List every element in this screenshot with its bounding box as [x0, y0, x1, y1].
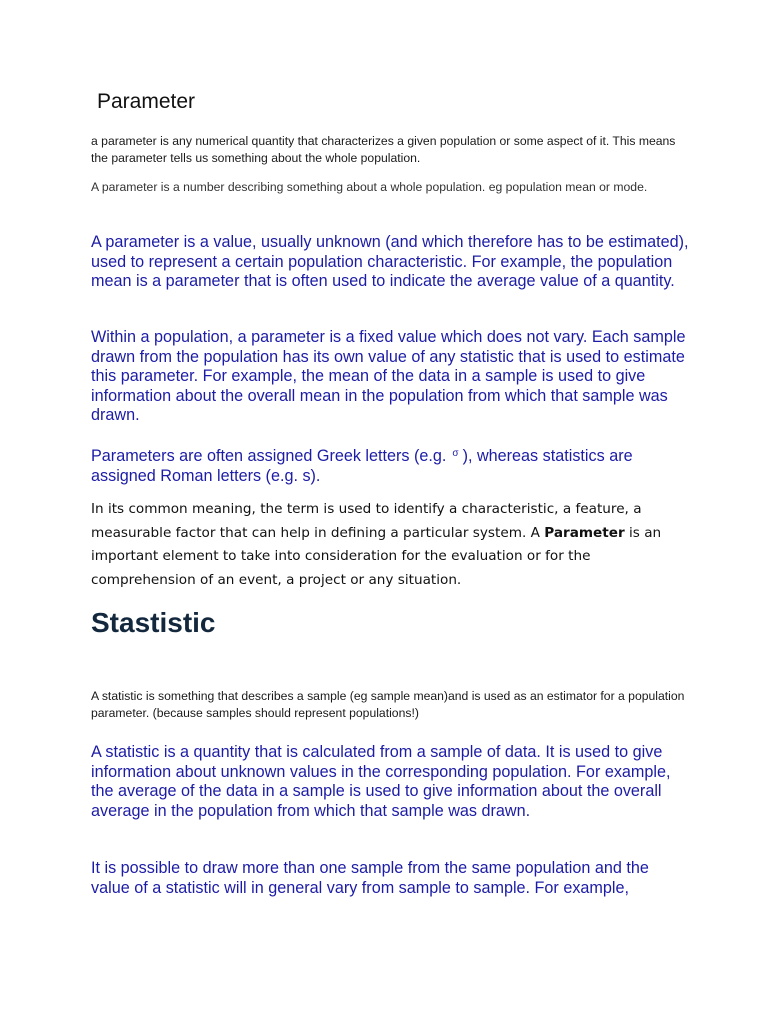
common-text-after: is an important element to take into consideration for the evaluation or for the comprehension of an event, a project or any situation.: [91, 524, 662, 589]
statistic-paragraph-1: A statistic is a quantity that is calculated from a sample of data. It is used to give information about unknown values in the corresponding population. For example, the average of the data in a sample is used to give information about the overall average in the population from which that sample was drawn.: [91, 743, 671, 820]
statistic-definition-1: A statistic is something that describes a sample (eg sample mean)and is used as an estimator for a population parameter. (because samples should represent populations!): [91, 689, 685, 720]
parameter-paragraph-1: A parameter is a value, usually unknown (and which therefore has to be estimated), used to represent a certain population characteristic. For example, the population mean is a parameter that is often used to indicate the average value of a quantity.: [91, 233, 689, 291]
parameter-heading: Parameter: [97, 90, 196, 113]
greek-text-after: ), whereas statistics are assigned Roman letters (e.g. s).: [91, 447, 633, 485]
parameter-common-meaning: [91, 498, 671, 593]
parameter-definition-1: a parameter is any numerical quantity that characterizes a given population or some aspect of it. This means the parameter tells us something about the whole population.: [91, 134, 676, 165]
sigma-symbol: σ: [452, 448, 459, 459]
common-text-before: In its common meaning, the term is used to identify a characteristic, a feature, a measurable factor that can help in defining a particular system. A: [91, 501, 642, 541]
parameter-paragraph-2: Within a population, a parameter is a fixed value which does not vary. Each sample drawn from the population has its own value of any statistic that is used to estimate this parameter. For example, the mean of the data in a sample is used to give information about the overall mean in the population from which that sample was drawn.: [91, 328, 686, 425]
greek-text-before: Parameters are often assigned Greek letters (e.g.: [91, 447, 447, 465]
statistic-paragraph-2: It is possible to draw more than one sample from the same population and the value of a statistic will in general vary from sample to sample. For example,: [91, 859, 649, 897]
common-bold-term: Parameter: [544, 524, 625, 541]
parameter-definition-2: A parameter is a number describing something about a whole population. eg population mean or mode.: [91, 180, 648, 194]
parameter-greek-letters: [91, 444, 691, 486]
statistic-heading: Stastistic: [91, 607, 216, 638]
